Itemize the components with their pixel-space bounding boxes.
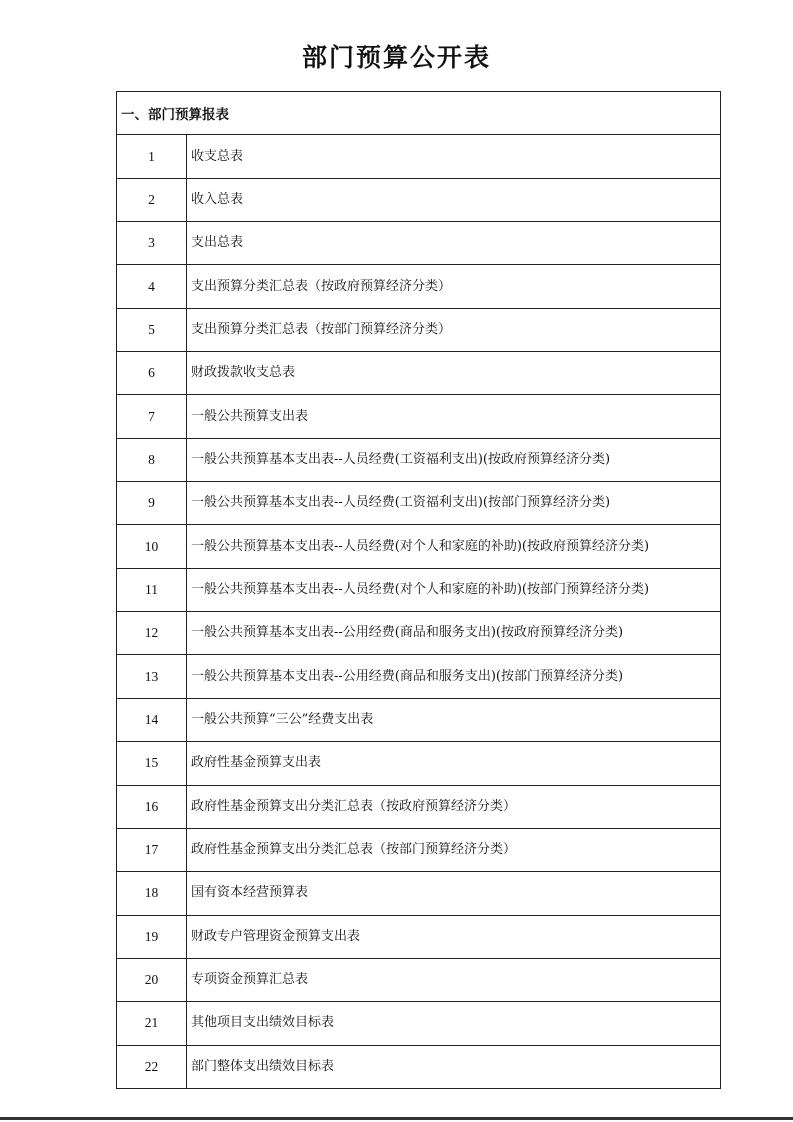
row-number: 16 (117, 785, 187, 828)
report-name: 一般公共预算“三公”经费支出表 (187, 698, 721, 741)
report-name: 支出预算分类汇总表（按部门预算经济分类） (187, 308, 721, 351)
report-name: 一般公共预算支出表 (187, 395, 721, 438)
row-number: 19 (117, 915, 187, 958)
row-number: 21 (117, 1002, 187, 1045)
table-row (117, 655, 721, 698)
table-row (117, 135, 721, 178)
row-number: 1 (117, 135, 187, 178)
table-row (117, 1045, 721, 1088)
table-row (117, 352, 721, 395)
table-row (117, 612, 721, 655)
report-name: 政府性基金预算支出分类汇总表（按政府预算经济分类） (187, 785, 721, 828)
table-row (117, 828, 721, 871)
row-number: 15 (117, 742, 187, 785)
table-row (117, 222, 721, 265)
report-name: 政府性基金预算支出表 (187, 742, 721, 785)
report-name: 一般公共预算基本支出表--公用经费(商品和服务支出)(按部门预算经济分类) (187, 655, 721, 698)
table-row (117, 915, 721, 958)
table-row (117, 958, 721, 1001)
row-number: 12 (117, 612, 187, 655)
section-heading: 一、部门预算报表 (117, 92, 721, 135)
row-number: 10 (117, 525, 187, 568)
row-number: 13 (117, 655, 187, 698)
row-number: 14 (117, 698, 187, 741)
report-name: 财政拨款收支总表 (187, 352, 721, 395)
row-number: 17 (117, 828, 187, 871)
report-name: 一般公共预算基本支出表--公用经费(商品和服务支出)(按政府预算经济分类) (187, 612, 721, 655)
row-number: 3 (117, 222, 187, 265)
report-name: 一般公共预算基本支出表--人员经费(对个人和家庭的补助)(按部门预算经济分类) (187, 568, 721, 611)
table-row (117, 395, 721, 438)
row-number: 18 (117, 872, 187, 915)
report-name: 专项资金预算汇总表 (187, 958, 721, 1001)
table-row (117, 482, 721, 525)
row-number: 5 (117, 308, 187, 351)
table-row (117, 308, 721, 351)
report-name: 财政专户管理资金预算支出表 (187, 915, 721, 958)
table-row (117, 742, 721, 785)
row-number: 11 (117, 568, 187, 611)
report-name: 部门整体支出绩效目标表 (187, 1045, 721, 1088)
report-name: 支出总表 (187, 222, 721, 265)
table-row (117, 698, 721, 741)
row-number: 22 (117, 1045, 187, 1088)
page-bottom-rule (0, 1117, 793, 1120)
report-name: 国有资本经营预算表 (187, 872, 721, 915)
table-row (117, 785, 721, 828)
row-number: 2 (117, 178, 187, 221)
table-row (117, 1002, 721, 1045)
report-name: 支出预算分类汇总表（按政府预算经济分类） (187, 265, 721, 308)
budget-report-table (116, 91, 721, 1089)
table-row (117, 525, 721, 568)
report-name: 其他项目支出绩效目标表 (187, 1002, 721, 1045)
table-row (117, 178, 721, 221)
report-name: 收支总表 (187, 135, 721, 178)
section-heading-row (117, 92, 721, 135)
report-name: 一般公共预算基本支出表--人员经费(工资福利支出)(按部门预算经济分类) (187, 482, 721, 525)
row-number: 9 (117, 482, 187, 525)
table-row (117, 438, 721, 481)
table-row (117, 568, 721, 611)
report-name: 收入总表 (187, 178, 721, 221)
table-row (117, 872, 721, 915)
row-number: 7 (117, 395, 187, 438)
page-title: 部门预算公开表 (301, 43, 491, 72)
report-name: 一般公共预算基本支出表--人员经费(对个人和家庭的补助)(按政府预算经济分类) (187, 525, 721, 568)
report-name: 政府性基金预算支出分类汇总表（按部门预算经济分类） (187, 828, 721, 871)
row-number: 20 (117, 958, 187, 1001)
report-name: 一般公共预算基本支出表--人员经费(工资福利支出)(按政府预算经济分类) (187, 438, 721, 481)
row-number: 8 (117, 438, 187, 481)
table-row (117, 265, 721, 308)
row-number: 6 (117, 352, 187, 395)
row-number: 4 (117, 265, 187, 308)
